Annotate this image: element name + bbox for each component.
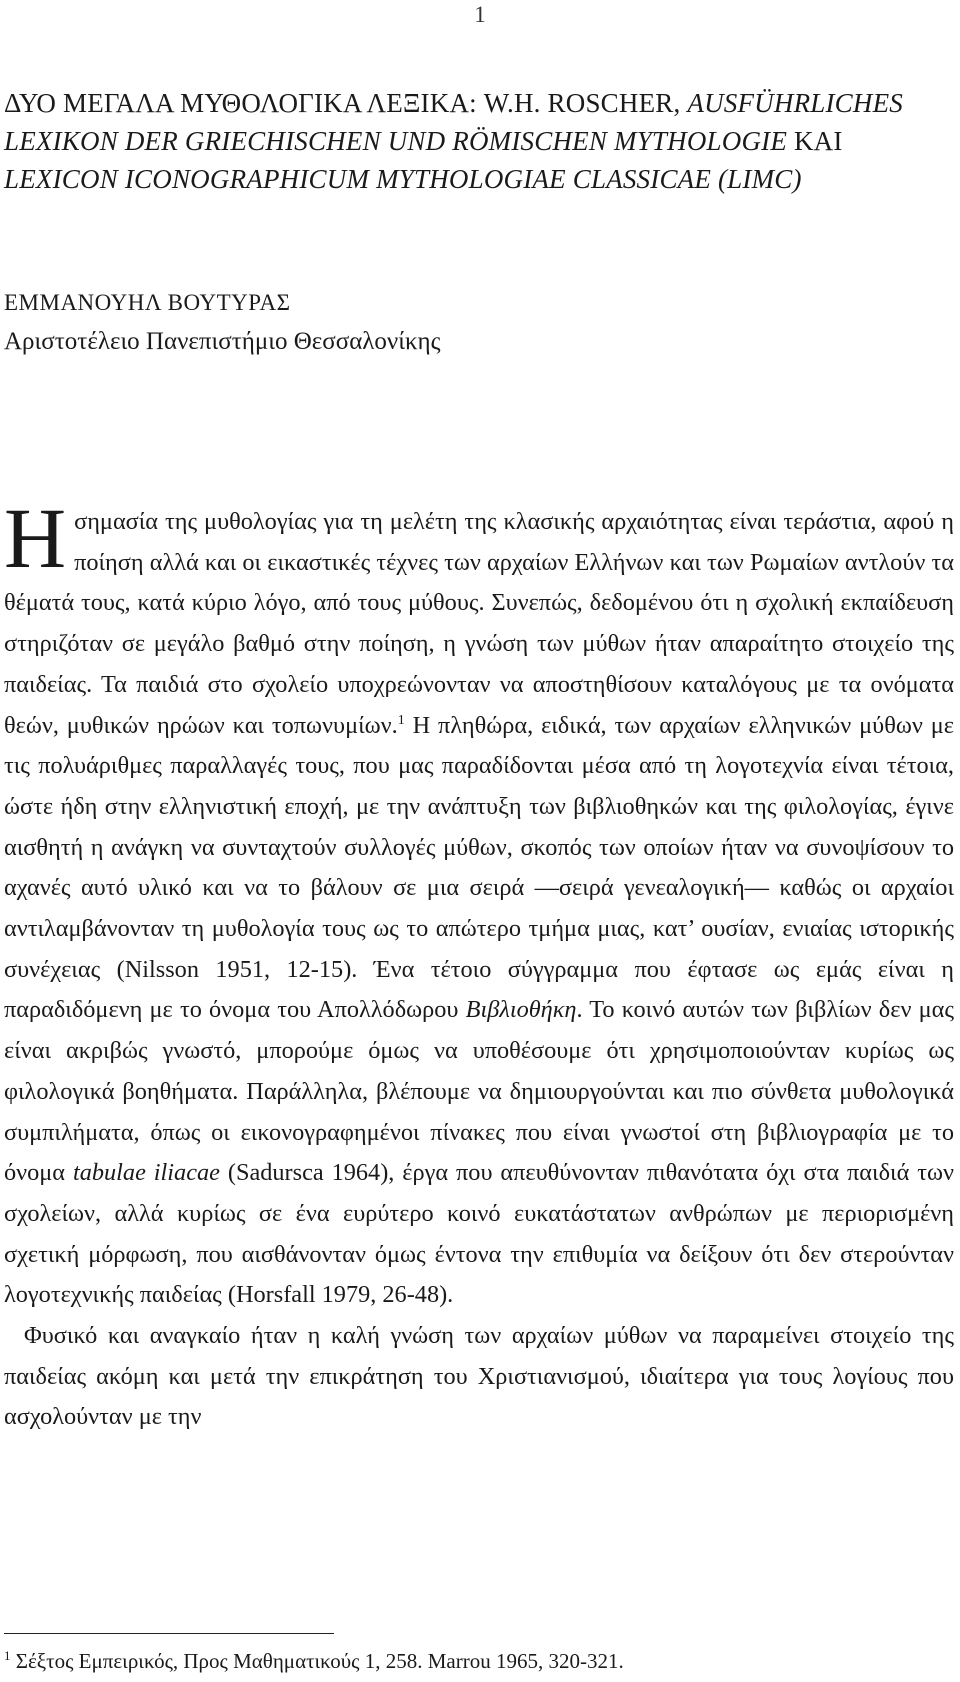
drop-cap: Η <box>4 490 67 586</box>
article-title <box>4 84 954 198</box>
italic-tabulae-iliacae: tabulae iliacae <box>72 1159 220 1187</box>
title-part-limc: LEXICON ICONOGRAPHICUM MYTHOLOGIAE CLASSICAE (LIMC) <box>4 164 802 194</box>
document-page <box>4 0 956 1682</box>
paragraph-1-text-d: (Sadursca 1964), έργα που απευθύνονταν πιθανότατα όχι στα παιδιά των σχολείων, αλλά κυρίως σε ένα ευρύτερο κοινό ευκατάστατων ανθρώπων με περιορισμένη σχετική μόρφωση, που αισθάνονταν όμως έντονα την επιθυμία να δείξουν ότι δεν στερούνταν λογοτεχνικής παιδείας (Horsfall 1979, 26-48). <box>4 1159 954 1309</box>
footnote-text: Σέξτος Εμπειρικός, Προς Μαθηματικούς 1, 258. Marrou 1965, 320-321. <box>10 1649 624 1673</box>
title-conjunction: ΚΑΙ <box>793 126 843 156</box>
footnote-divider <box>4 1633 334 1634</box>
footnote-number: 1 <box>4 1648 11 1663</box>
paragraph-1 <box>4 490 954 1316</box>
title-part-roscher: AUSFÜHRLICHES LEXIKON DER GRIECHISCHEN UND RÖMISCHEN MYTHOLOGIE <box>4 88 903 156</box>
footnote-reference[interactable]: 1 <box>397 712 405 728</box>
paragraph-1-text-b: Η πληθώρα, ειδικά, των αρχαίων ελληνικών μύθων με τις πολυάριθμες παραλλαγές τους, που μας παραδίδονται μέσα από τη λογοτεχνία είναι τέτοια, ώστε ήδη στην ελληνιστική εποχή, με την ανάπτυξη των βιβλιοθηκών και της φιλολογίας, έγινε αισθητή η ανάγκη να συνταχτούν συλλογές μύθων, σκοπός των οποίων ήταν να συνοψίσουν το αχανές αυτό υλικό και να το βάλουν σε μια σειρά —σειρά γενεαλογική— καθώς οι αρχαίοι αντιλαμβάνονταν τη μυθολογία τους ως το απώτερο τμήμα μιας, κατ’ ουσίαν, ενιαίας ιστορικής συνέχειας (Nilsson 1951, 12-15). Ένα τέτοιο σύγγραμμα που έφτασε ως εμάς είναι η παραδιδόμενη με το όνομα του Απολλόδωρου <box>4 711 954 1024</box>
paragraph-2: Φυσικό και αναγκαίο ήταν η καλή γνώση των αρχαίων μύθων να παραμείνει στοιχείο της παιδείας ακόμη και μετά την επικράτηση του Χριστιανισμού, ιδιαίτερα για τους λογίους που ασχολούνταν με την <box>4 1322 954 1431</box>
page-number: 1 <box>474 2 486 27</box>
paragraph-1-text-a: σημασία της μυθολογίας για τη μελέτη της κλασικής αρχαιότητας είναι τεράστια, αφού η ποίηση αλλά και οι εικαστικές τέχνες των αρχαίων Ελλήνων και των Ρωμαίων αντλούν τα θέματά τους, κατά κύριο λόγο, από τους μύθους. Συνεπώς, δεδομένου ότι η σχολική εκπαίδευση στηριζόταν σε μεγάλο βαθμό στην ποίηση, η γνώση των μύθων ήταν απαραίτητο στοιχείο της παιδείας. Τα παιδιά στο σχολείο υποχρεώνονταν να αποστηθίσουν καταλόγους με τα ονόματα θεών, μυθικών ηρώων και τοπωνυμίων. <box>4 508 954 739</box>
footnote <box>4 1648 624 1674</box>
article-body <box>4 490 954 1438</box>
title-part-greek: ΔΥΟ ΜΕΓΑΛΑ ΜΥΘΟΛΟΓΙΚΑ ΛΕΞΙΚΑ: W.H. ROSCHER, <box>4 88 681 118</box>
author-affiliation: Αριστοτέλειο Πανεπιστήμιο Θεσσαλονίκης <box>4 328 441 355</box>
paragraph-1-text-c: . Το κοινό αυτών των βιβλίων δεν μας είναι ακριβώς γνωστό, μπορούμε όμως να υποθέσουμε ότι χρησιμοποιούνταν κυρίως ως φιλολογικά βοηθήματα. Παράλληλα, βλέπουμε να δημιουργούνται και πιο σύνθετα μυθολογικά συμπιλήματα, όπως οι εικονογραφημένοι πίνακες που είναι γνωστοί στη βιβλιογραφία με το όνομα <box>4 996 954 1187</box>
italic-bibliotheke: Βιβλιοθήκη <box>465 996 577 1024</box>
author-name: ΕΜΜΑΝΟΥΗΛ ΒΟΥΤΥΡΑΣ <box>4 290 291 315</box>
